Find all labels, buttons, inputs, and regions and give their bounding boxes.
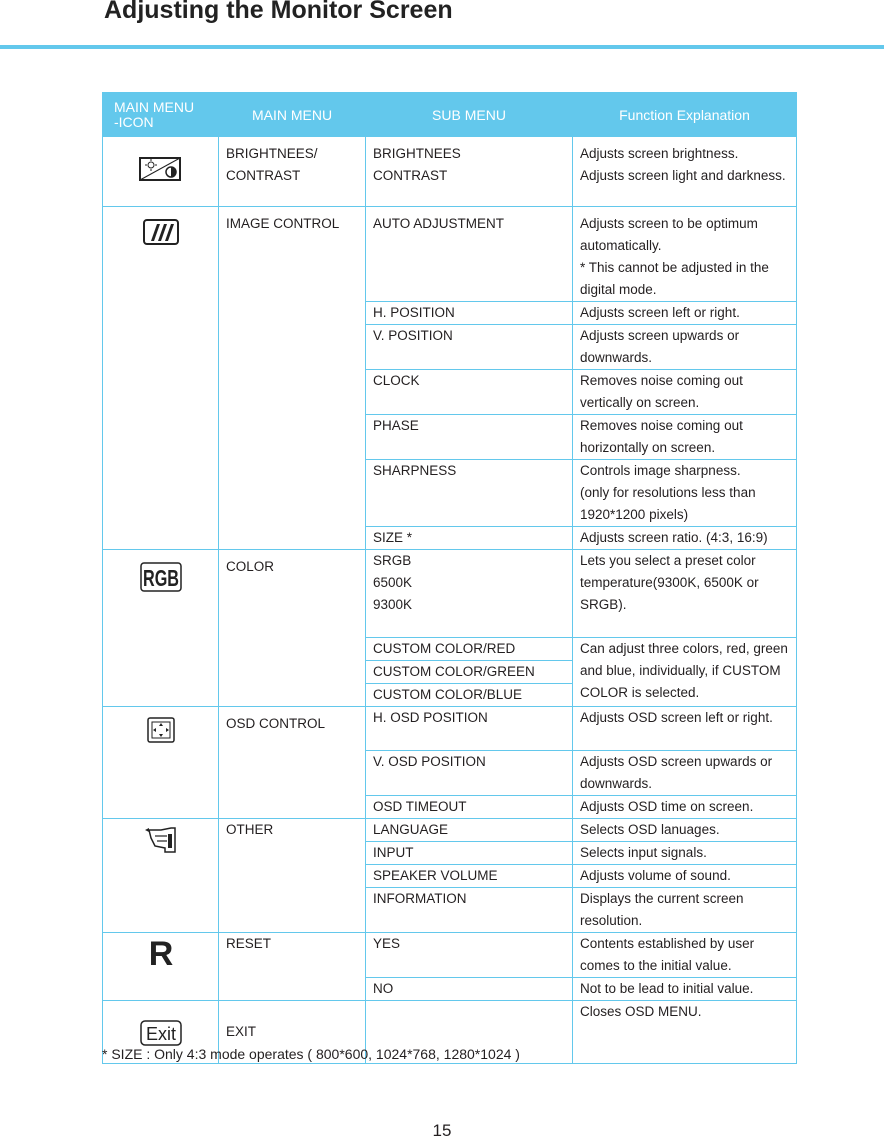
sub-menu-color-presets: SRGB 6500K 9300K [366, 550, 573, 638]
header-main-menu-icon: MAIN MENU -ICON [103, 93, 219, 137]
sub-menu-osd-timeout: OSD TIMEOUT [366, 796, 573, 819]
sub-menu-brightnees-contrast: BRIGHTNEES CONTRAST [366, 137, 573, 207]
sub-menu-no: NO [366, 978, 573, 1001]
exit-icon [140, 1020, 182, 1046]
svg-text:RGB: RGB [142, 565, 179, 591]
sub-menu-h-osd-position: H. OSD POSITION [366, 707, 573, 751]
icon-cell [103, 137, 219, 207]
sub-menu-input: INPUT [366, 842, 573, 865]
osd-control-icon [146, 715, 176, 745]
icon-cell [103, 819, 219, 933]
main-menu-osd-control: OSD CONTROL [219, 707, 366, 819]
svg-text:R: R [148, 935, 173, 973]
function-clock: Removes noise coming out vertically on screen. [573, 370, 797, 415]
image-control-icon [141, 217, 181, 247]
sub-menu-clock: CLOCK [366, 370, 573, 415]
function-osd-timeout: Adjusts OSD time on screen. [573, 796, 797, 819]
other-icon [141, 824, 181, 854]
sub-menu-yes: YES [366, 933, 573, 978]
svg-text:Exit: Exit [145, 1024, 176, 1044]
icon-cell [103, 707, 219, 819]
function-custom-color: Can adjust three colors, red, green and blue, individually, if CUSTOM COLOR is selected. [573, 638, 797, 707]
header-function-explanation: Function Explanation [573, 93, 797, 137]
main-menu-brightness-contrast: BRIGHTNEES/ CONTRAST [219, 137, 366, 207]
main-menu-image-control: IMAGE CONTROL [219, 207, 366, 550]
function-h-osd-position: Adjusts OSD screen left or right. [573, 707, 797, 751]
icon-cell [103, 207, 219, 550]
function-auto-adjustment: Adjusts screen to be optimum automatically. * This cannot be adjusted in the digital mode. [573, 207, 797, 302]
sub-menu-h-position: H. POSITION [366, 302, 573, 325]
sub-menu-phase: PHASE [366, 415, 573, 460]
sub-menu-auto-adjustment: AUTO ADJUSTMENT [366, 207, 573, 302]
function-sharpness: Controls image sharpness. (only for resolutions less than 1920*1200 pixels) [573, 460, 797, 527]
function-brightness: Adjusts screen brightness. Adjusts screen light and darkness. [573, 137, 797, 207]
function-speaker-volume: Adjusts volume of sound. [573, 865, 797, 888]
main-menu-exit: EXIT [219, 1001, 366, 1064]
icon-cell [103, 933, 219, 1001]
title-rule [0, 45, 884, 49]
header-main-menu: MAIN MENU [219, 93, 366, 137]
sub-menu-speaker-volume: SPEAKER VOLUME [366, 865, 573, 888]
table-row [103, 207, 797, 302]
table-row [103, 933, 797, 978]
function-input: Selects input signals. [573, 842, 797, 865]
header-row [103, 93, 797, 137]
osd-menu-table [102, 92, 797, 1064]
function-color-presets: Lets you select a preset color temperature(9300K, 6500K or SRGB). [573, 550, 797, 638]
brightness-contrast-icon [136, 152, 186, 182]
main-menu-color: COLOR [219, 550, 366, 707]
function-size: Adjusts screen ratio. (4:3, 16:9) [573, 527, 797, 550]
table-row [103, 819, 797, 842]
function-phase: Removes noise coming out horizontally on screen. [573, 415, 797, 460]
sub-menu-v-position: V. POSITION [366, 325, 573, 370]
rgb-icon [140, 562, 182, 592]
function-language: Selects OSD lanuages. [573, 819, 797, 842]
header-sub-menu: SUB MENU [366, 93, 573, 137]
icon-cell [103, 550, 219, 707]
sub-menu-custom-blue: CUSTOM COLOR/BLUE [366, 684, 573, 707]
sub-menu-language: LANGUAGE [366, 819, 573, 842]
sub-menu-size: SIZE * [366, 527, 573, 550]
page-title: Adjusting the Monitor Screen [104, 0, 453, 24]
size-footnote: * SIZE : Only 4:3 mode operates ( 800*600, 1024*768, 1280*1024 ) [102, 1046, 520, 1062]
sub-menu-information: INFORMATION [366, 888, 573, 933]
function-v-position: Adjusts screen upwards or downwards. [573, 325, 797, 370]
function-no: Not to be lead to initial value. [573, 978, 797, 1001]
main-menu-reset: RESET [219, 933, 366, 1001]
main-menu-other: OTHER [219, 819, 366, 933]
sub-menu-v-osd-position: V. OSD POSITION [366, 751, 573, 796]
table-row [103, 550, 797, 638]
function-h-position: Adjusts screen left or right. [573, 302, 797, 325]
sub-menu-custom-red: CUSTOM COLOR/RED [366, 638, 573, 661]
function-exit: Closes OSD MENU. [573, 1001, 797, 1064]
table-row [103, 137, 797, 207]
function-v-osd-position: Adjusts OSD screen upwards or downwards. [573, 751, 797, 796]
sub-menu-sharpness: SHARPNESS [366, 460, 573, 527]
table-row [103, 707, 797, 751]
sub-menu-custom-green: CUSTOM COLOR/GREEN [366, 661, 573, 684]
function-information: Displays the current screen resolution. [573, 888, 797, 933]
page-number: 15 [432, 1121, 452, 1140]
reset-icon [141, 935, 181, 973]
function-yes: Contents established by user comes to the initial value. [573, 933, 797, 978]
